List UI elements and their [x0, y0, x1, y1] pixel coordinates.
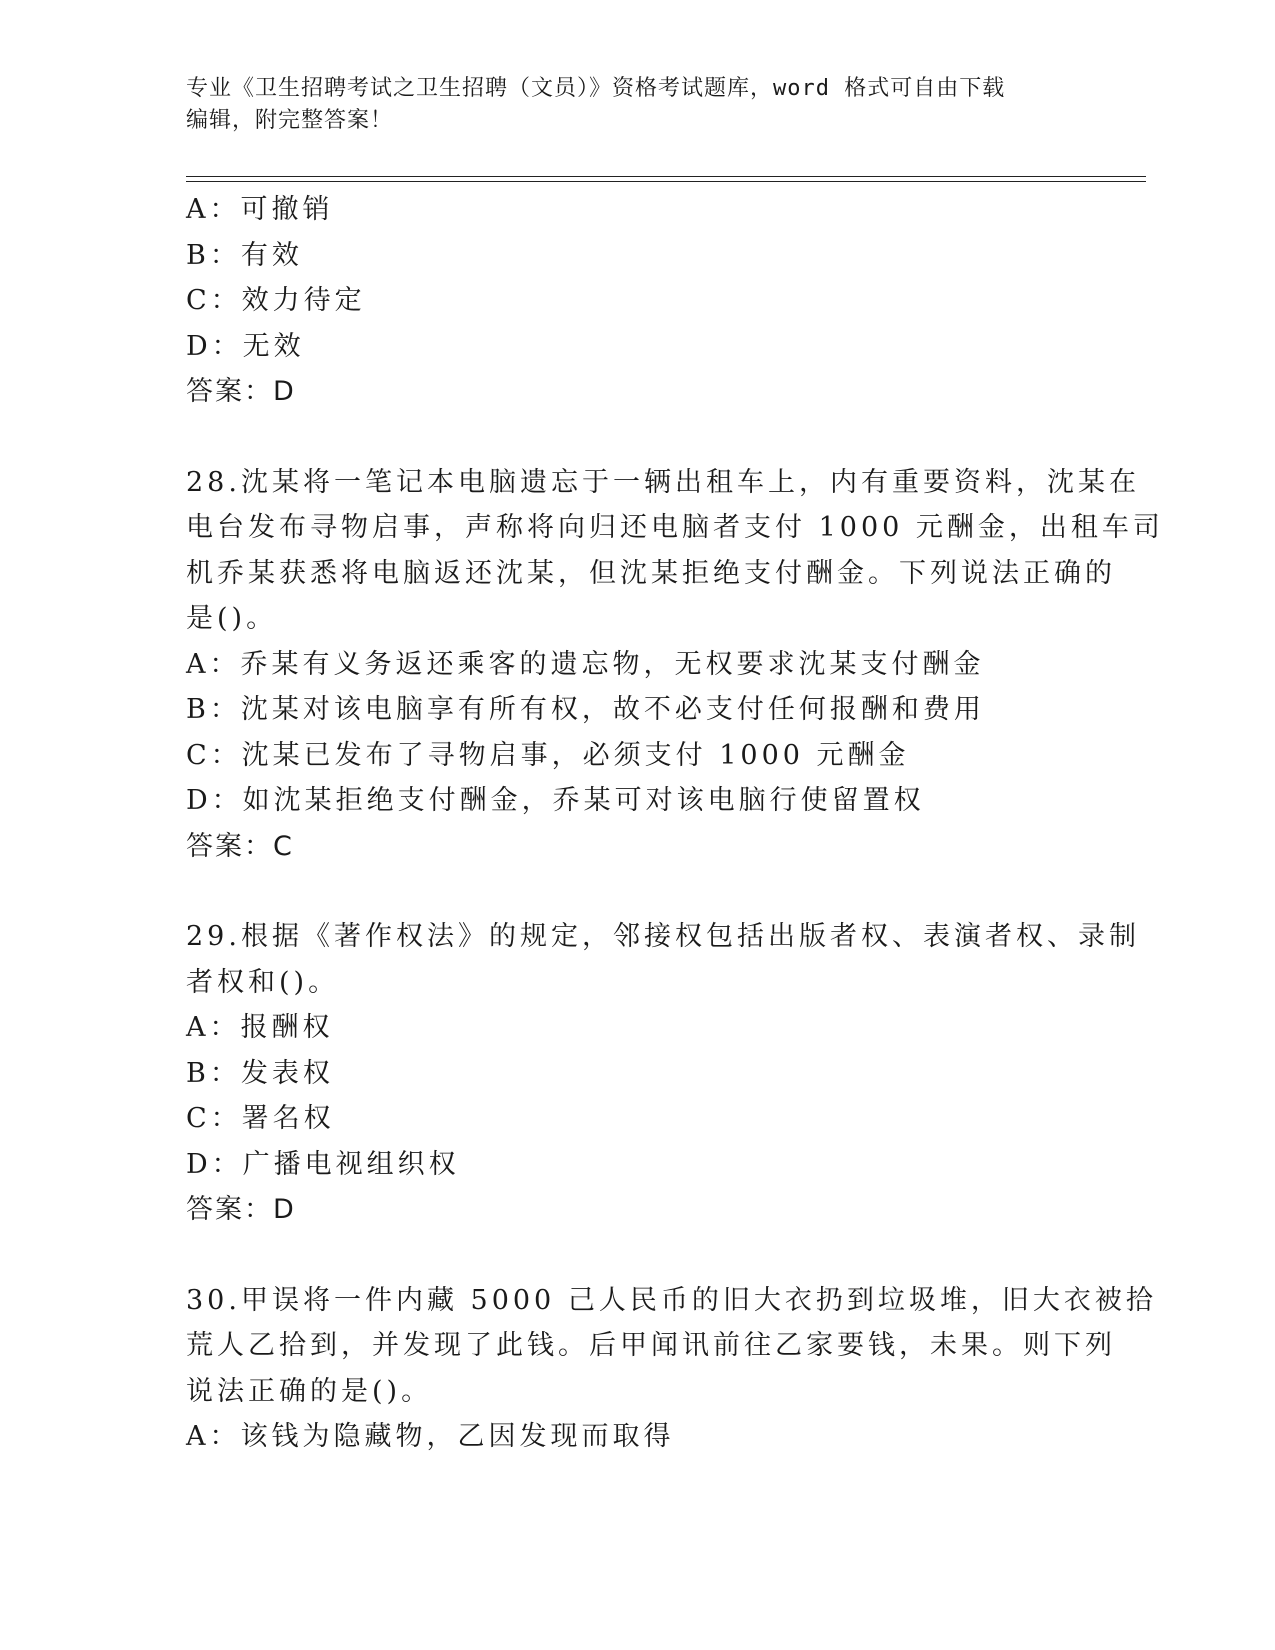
question-stem [186, 914, 1140, 1005]
answer-line: 答案：C [186, 830, 294, 862]
option-b: B：有效 [186, 239, 303, 271]
stem-line: 30.甲误将一件内藏 5000 己人民币的旧大衣扔到垃圾堆，旧大衣被拾 [186, 1284, 1157, 1316]
document-header [186, 73, 1066, 137]
option-c: C：效力待定 [186, 285, 366, 316]
option-d: D：如沈某拒绝支付酬金，乔某可对该电脑行使留置权 [186, 785, 925, 816]
question-30 [186, 1278, 1157, 1460]
stem-line: 说法正确的是()。 [186, 1375, 433, 1407]
option-d: D：广播电视组织权 [186, 1148, 460, 1180]
stem-line: 是()。 [186, 603, 278, 634]
option-c: C：沈某已发布了寻物启事，必须支付 1000 元酬金 [186, 739, 910, 771]
option-a: A：该钱为隐藏物，乙因发现而取得 [186, 1421, 675, 1452]
stem-line: 电台发布寻物启事，声称将向归还电脑者支付 1000 元酬金，出租车司 [186, 512, 1164, 543]
option-b: B：沈某对该电脑享有所有权，故不必支付任何报酬和费用 [186, 694, 985, 725]
question-29 [186, 914, 1140, 1233]
option-a: A：可撤销 [186, 194, 334, 225]
header-divider-bottom [186, 181, 1146, 182]
header-line-2: 编辑，附完整答案！ [186, 108, 394, 133]
option-b: B：发表权 [186, 1057, 334, 1089]
question-list [186, 187, 1164, 1460]
answer-line: 答案：D [186, 376, 296, 407]
option-c: C：署名权 [186, 1103, 335, 1134]
option-d: D：无效 [186, 330, 305, 362]
header-divider-top [186, 176, 1146, 177]
option-a: A：报酬权 [186, 1012, 334, 1043]
question-27 [186, 187, 1066, 415]
stem-line: 者权和()。 [186, 966, 340, 998]
stem-line: 荒人乙拾到，并发现了此钱。后甲闻讯前往乙家要钱，未果。则下列 [186, 1330, 1116, 1361]
option-a: A：乔某有义务返还乘客的遗忘物，无权要求沈某支付酬金 [186, 648, 985, 680]
header-line-1: 专业《卫生招聘考试之卫生招聘（文员）》资格考试题库，word 格式可自由下载 [186, 76, 1006, 101]
stem-line: 28.沈某将一笔记本电脑遗忘于一辆出租车上，内有重要资料，沈某在 [186, 466, 1140, 498]
stem-line: 机乔某获悉将电脑返还沈某，但沈某拒绝支付酬金。下列说法正确的 [186, 557, 1116, 589]
question-stem [186, 1278, 1157, 1415]
question-28 [186, 460, 1164, 870]
question-stem [186, 460, 1164, 642]
stem-line: 29.根据《著作权法》的规定，邻接权包括出版者权、表演者权、录制 [186, 921, 1140, 952]
answer-line: 答案：D [186, 1194, 296, 1225]
